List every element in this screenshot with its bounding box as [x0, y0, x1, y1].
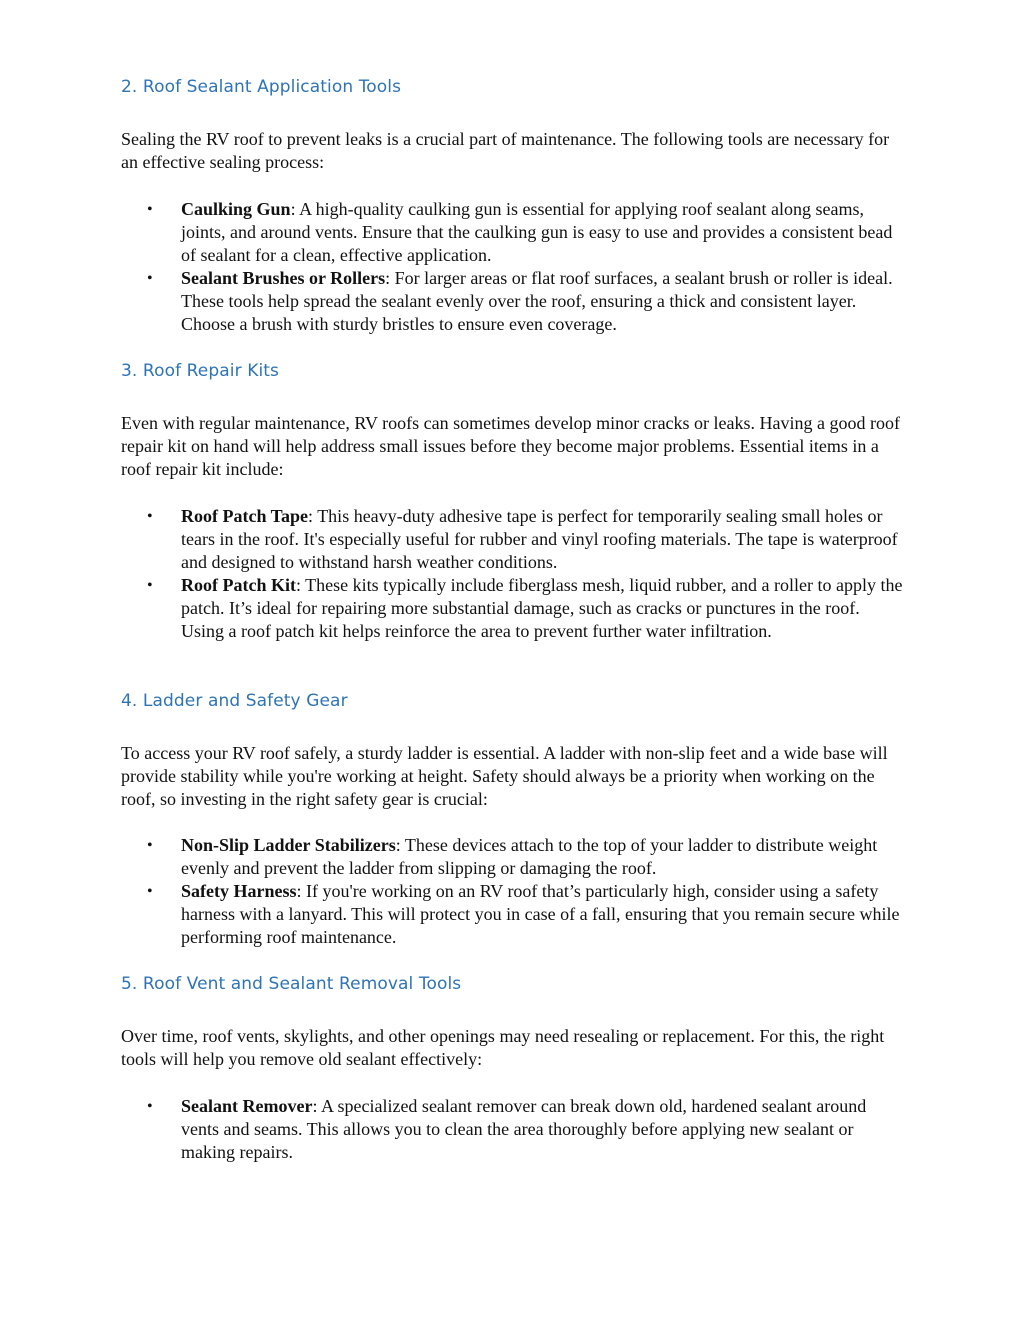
item-text: : This heavy-duty adhesive tape is perfect for temporarily sealing small holes or tears in the roof. It's especially useful for rubber and vinyl roofing materials. The tape is waterproof and designed to withstand harsh weather conditions.	[181, 506, 898, 572]
item-term: Roof Patch Kit	[181, 575, 296, 595]
section-intro-repair-kits: Even with regular maintenance, RV roofs can sometimes develop minor cracks or leaks. Having a good roof repair kit on hand will help address small issues before they become major problems. Essential items in a roof repair kit include:	[121, 413, 900, 479]
list-item	[121, 574, 906, 643]
item-text: : These kits typically include fiberglass mesh, liquid rubber, and a roller to apply the patch. It’s ideal for repairing more substantial damage, such as cracks or punctures in the roof. Using a roof patch kit helps reinforce the area to prevent further water infiltration.	[181, 575, 903, 641]
list-item	[121, 198, 906, 267]
item-term: Sealant Brushes or Rollers	[181, 268, 386, 288]
bullet-icon: •	[147, 270, 153, 287]
bullet-list-sealant-tools	[121, 198, 906, 336]
bullet-list-removal-tools	[121, 1095, 906, 1164]
item-term: Caulking Gun	[181, 199, 291, 219]
list-item	[121, 267, 906, 336]
bullet-list-ladder-safety	[121, 834, 906, 949]
item-text: : For larger areas or flat roof surfaces, a sealant brush or roller is ideal. These tools help spread the sealant evenly over the roof, ensuring a thick and consistent layer. Choose a brush with sturdy bristles to ensure even coverage.	[181, 268, 893, 334]
bullet-list-repair-kits	[121, 505, 906, 643]
bullet-icon: •	[147, 577, 153, 594]
bullet-icon: •	[147, 1098, 153, 1115]
item-term: Non-Slip Ladder Stabilizers	[181, 835, 396, 855]
item-term: Sealant Remover	[181, 1096, 313, 1116]
section-heading-sealant-tools: 2. Roof Sealant Application Tools	[121, 77, 402, 97]
bullet-icon: •	[147, 508, 153, 525]
item-term: Roof Patch Tape	[181, 506, 309, 526]
section-intro-removal-tools: Over time, roof vents, skylights, and other openings may need resealing or replacement. For this, the right tools will help you remove old sealant effectively:	[121, 1026, 885, 1069]
section-heading-ladder-safety: 4. Ladder and Safety Gear	[121, 691, 348, 711]
section-intro-sealant-tools: Sealing the RV roof to prevent leaks is a crucial part of maintenance. The following tools are necessary for an effective sealing process:	[121, 129, 890, 172]
section-intro-ladder-safety: To access your RV roof safely, a sturdy ladder is essential. A ladder with non-slip feet and a wide base will provide stability while you're working at height. Safety should always be a priority when working on the roof, so investing in the right safety gear is crucial:	[121, 743, 888, 809]
section-heading-removal-tools: 5. Roof Vent and Sealant Removal Tools	[121, 974, 462, 994]
bullet-icon: •	[147, 837, 153, 854]
section-heading-repair-kits: 3. Roof Repair Kits	[121, 361, 279, 381]
item-text: : These devices attach to the top of your ladder to distribute weight evenly and prevent the ladder from slipping or damaging the roof.	[181, 835, 878, 878]
item-text: : A specialized sealant remover can break down old, hardened sealant around vents and seams. This allows you to clean the area thoroughly before applying new sealant or making repairs.	[181, 1096, 867, 1162]
list-item	[121, 834, 906, 880]
bullet-icon: •	[147, 883, 153, 900]
list-item	[121, 880, 906, 949]
item-text: : If you're working on an RV roof that’s particularly high, consider using a safety harness with a lanyard. This will protect you in case of a fall, ensuring that you remain secure while performing roof maintenance.	[181, 881, 900, 947]
list-item	[121, 1095, 906, 1164]
list-item	[121, 505, 906, 574]
bullet-icon: •	[147, 201, 153, 218]
item-text: : A high-quality caulking gun is essential for applying roof sealant along seams, joints, and around vents. Ensure that the caulking gun is easy to use and provides a consistent bead of sealant for a clean, effective application.	[181, 199, 893, 265]
item-term: Safety Harness	[181, 881, 297, 901]
